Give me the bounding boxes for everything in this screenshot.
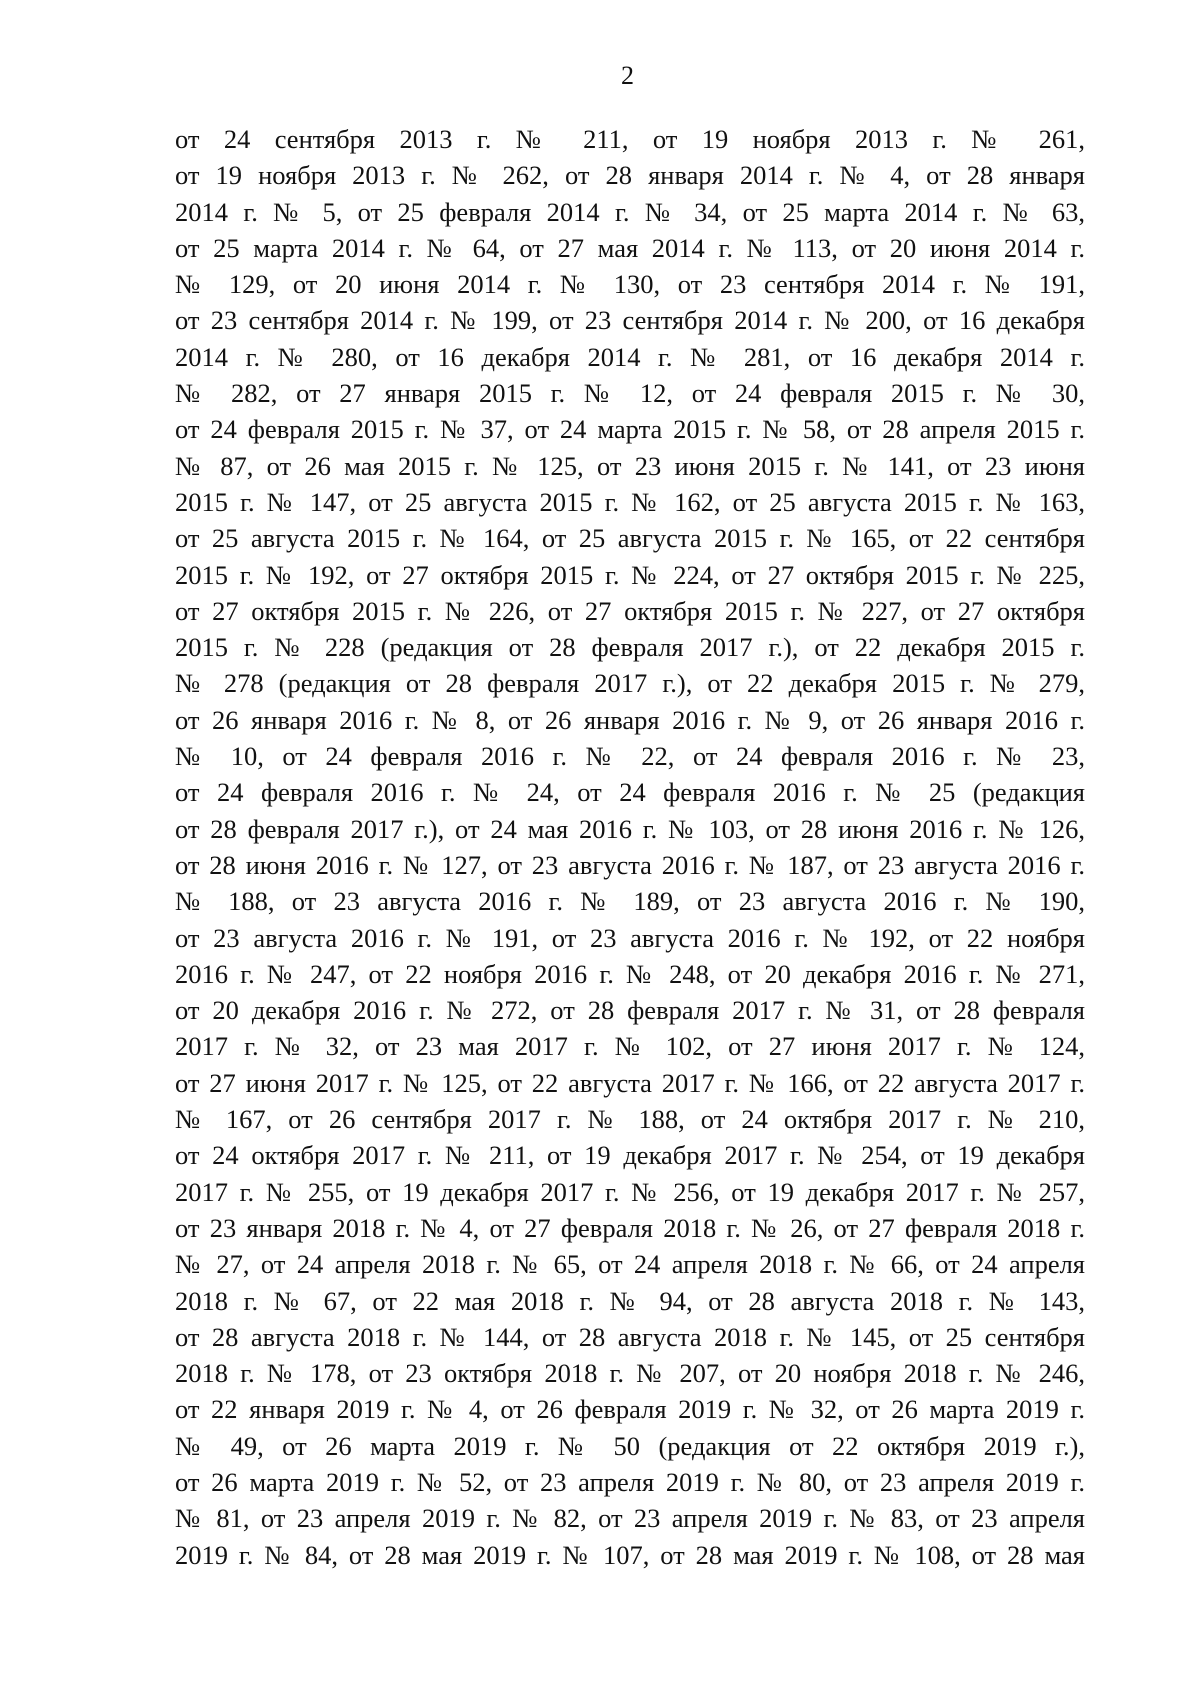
text-line: от 28 февраля 2017 г.), от 24 мая 2016 г. № 103, от 28 июня 2016 г. № 126, (175, 813, 1085, 844)
text-line: № 188, от 23 августа 2016 г. № 189, от 23 августа 2016 г. № 190, (175, 886, 1085, 917)
text-line: № 278 (редакция от 28 февраля 2017 г.), от 22 декабря 2015 г. № 279, (175, 668, 1085, 699)
text-line: от 19 ноября 2013 г. № 262, от 28 января 2014 г. № 4, от 28 января (175, 160, 1085, 191)
text-line: № 129, от 20 июня 2014 г. № 130, от 23 сентября 2014 г. № 191, (175, 269, 1085, 300)
text-line: от 26 марта 2019 г. № 52, от 23 апреля 2019 г. № 80, от 23 апреля 2019 г. (175, 1466, 1085, 1497)
body-text (175, 121, 1085, 1573)
text-line: № 81, от 23 апреля 2019 г. № 82, от 23 апреля 2019 г. № 83, от 23 апреля (175, 1503, 1085, 1534)
text-line: 2018 г. № 178, от 23 октября 2018 г. № 207, от 20 ноября 2018 г. № 246, (175, 1358, 1085, 1389)
text-line: № 49, от 26 марта 2019 г. № 50 (редакция от 22 октября 2019 г.), (175, 1430, 1085, 1461)
text-line: от 26 января 2016 г. № 8, от 26 января 2016 г. № 9, от 26 января 2016 г. (175, 704, 1085, 735)
text-line: от 25 марта 2014 г. № 64, от 27 мая 2014 г. № 113, от 20 июня 2014 г. (175, 232, 1085, 263)
text-line: 2015 г. № 228 (редакция от 28 февраля 2017 г.), от 22 декабря 2015 г. (175, 632, 1085, 663)
text-line: от 24 октября 2017 г. № 211, от 19 декабря 2017 г. № 254, от 19 декабря (175, 1140, 1085, 1171)
text-line: от 22 января 2019 г. № 4, от 26 февраля 2019 г. № 32, от 26 марта 2019 г. (175, 1394, 1085, 1425)
text-line: 2017 г. № 32, от 23 мая 2017 г. № 102, от 27 июня 2017 г. № 124, (175, 1031, 1085, 1062)
text-line: от 28 августа 2018 г. № 144, от 28 августа 2018 г. № 145, от 25 сентября (175, 1321, 1085, 1352)
text-line: от 25 августа 2015 г. № 164, от 25 августа 2015 г. № 165, от 22 сентября (175, 523, 1085, 554)
text-line: от 27 октября 2015 г. № 226, от 27 октября 2015 г. № 227, от 27 октября (175, 595, 1085, 626)
text-line: от 23 сентября 2014 г. № 199, от 23 сентября 2014 г. № 200, от 16 декабря (175, 305, 1085, 336)
text-line: от 28 июня 2016 г. № 127, от 23 августа 2016 г. № 187, от 23 августа 2016 г. (175, 849, 1085, 880)
text-line: 2015 г. № 192, от 27 октября 2015 г. № 224, от 27 октября 2015 г. № 225, (175, 559, 1085, 590)
text-line: от 24 февраля 2015 г. № 37, от 24 марта 2015 г. № 58, от 28 апреля 2015 г. (175, 414, 1085, 445)
text-line: 2014 г. № 280, от 16 декабря 2014 г. № 281, от 16 декабря 2014 г. (175, 341, 1085, 372)
text-line: № 282, от 27 января 2015 г. № 12, от 24 февраля 2015 г. № 30, (175, 378, 1085, 409)
text-line: от 24 февраля 2016 г. № 24, от 24 февраля 2016 г. № 25 (редакция (175, 777, 1085, 808)
text-line: от 23 августа 2016 г. № 191, от 23 августа 2016 г. № 192, от 22 ноября (175, 922, 1085, 953)
text-line: № 87, от 26 мая 2015 г. № 125, от 23 июня 2015 г. № 141, от 23 июня (175, 450, 1085, 481)
text-line: № 27, от 24 апреля 2018 г. № 65, от 24 апреля 2018 г. № 66, от 24 апреля (175, 1249, 1085, 1280)
text-line: 2014 г. № 5, от 25 февраля 2014 г. № 34, от 25 марта 2014 г. № 63, (175, 196, 1085, 227)
text-line: 2015 г. № 147, от 25 августа 2015 г. № 162, от 25 августа 2015 г. № 163, (175, 486, 1085, 517)
text-line: 2018 г. № 67, от 22 мая 2018 г. № 94, от 28 августа 2018 г. № 143, (175, 1285, 1085, 1316)
text-line: 2019 г. № 84, от 28 мая 2019 г. № 107, от 28 мая 2019 г. № 108, от 28 мая (175, 1539, 1085, 1570)
text-line: от 20 декабря 2016 г. № 272, от 28 февраля 2017 г. № 31, от 28 февраля (175, 995, 1085, 1026)
text-line: 2017 г. № 255, от 19 декабря 2017 г. № 256, от 19 декабря 2017 г. № 257, (175, 1176, 1085, 1207)
text-line: от 23 января 2018 г. № 4, от 27 февраля 2018 г. № 26, от 27 февраля 2018 г. (175, 1212, 1085, 1243)
text-line: № 10, от 24 февраля 2016 г. № 22, от 24 февраля 2016 г. № 23, (175, 741, 1085, 772)
page-number: 2 (621, 61, 634, 90)
text-line: № 167, от 26 сентября 2017 г. № 188, от 24 октября 2017 г. № 210, (175, 1104, 1085, 1135)
text-line: от 24 сентября 2013 г. № 211, от 19 ноября 2013 г. № 261, (175, 124, 1085, 154)
text-line: 2016 г. № 247, от 22 ноября 2016 г. № 248, от 20 декабря 2016 г. № 271, (175, 958, 1085, 989)
text-line: от 27 июня 2017 г. № 125, от 22 августа 2017 г. № 166, от 22 августа 2017 г. (175, 1067, 1085, 1098)
